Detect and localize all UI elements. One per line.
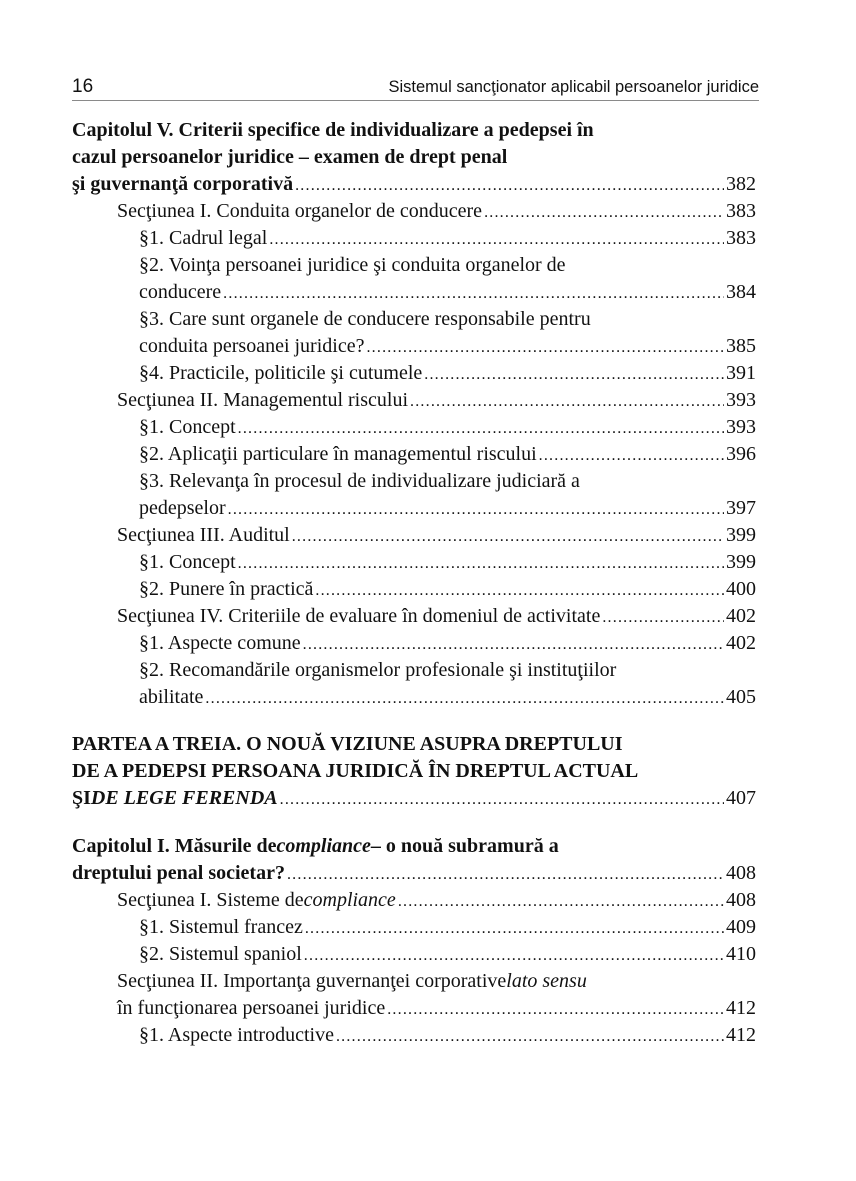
toc-part-3-line-3: ŞI DE LEGE FERENDA ..... 407: [72, 785, 756, 812]
toc-part-3-line-1: PARTEA A TREIA. O NOUĂ VIZIUNE ASUPRA DREPTULUI: [72, 733, 623, 755]
toc-paragraph: §1. Cadrul legal ..... 383: [72, 225, 756, 252]
toc-paragraph-line-2: conduita persoanei juridice? ..... 385: [72, 333, 756, 360]
page-ref: 408: [726, 862, 756, 884]
page-ref: 383: [726, 227, 756, 249]
page-ref: 391: [726, 362, 756, 384]
page-ref: 396: [726, 443, 756, 465]
page-ref: 385: [726, 335, 756, 357]
toc-section-2-governance-line-1: Secţiunea II. Importanţa guvernanţei corporative lato sensu: [117, 970, 587, 992]
toc-paragraph: §1. Aspecte comune ..... 402: [72, 630, 756, 657]
toc-paragraph-line-1: §2. Voinţa persoanei juridice şi conduita organelor de: [139, 254, 566, 276]
toc-paragraph: §1. Concept ..... 393: [72, 414, 756, 441]
page-ref: 408: [726, 889, 756, 911]
toc-paragraph-line-1: §3. Relevanţa în procesul de individualizare judiciară a: [139, 470, 580, 492]
toc-chapter-1-line-2: dreptului penal societar? ..... 408: [72, 860, 756, 887]
toc-chapter-5-line-2: cazul persoanelor juridice – examen de drept penal: [72, 146, 508, 168]
toc-section-1-compliance: Secţiunea I. Sisteme de compliance ..... 408: [72, 887, 756, 914]
toc-chapter-1-line-1: Capitolul I. Măsurile de compliance – o nouă subramură a: [72, 835, 559, 857]
page-ref: 412: [726, 1024, 756, 1046]
page-ref: 407: [726, 787, 756, 809]
toc-paragraph: §1. Concept ..... 399: [72, 549, 756, 576]
toc-paragraph-line-1: §2. Recomandările organismelor profesionale şi instituţiilor: [139, 659, 617, 681]
toc-section-4: Secţiunea IV. Criteriile de evaluare în domeniul de activitate ..... 402: [72, 603, 756, 630]
toc-section-3: Secţiunea III. Auditul ..... 399: [72, 522, 756, 549]
toc-chapter-5-line-3: şi guvernanţă corporativă ..... 382: [72, 171, 756, 198]
running-title: Sistemul sancţionator aplicabil persoanelor juridice: [388, 78, 759, 96]
page-ref: 383: [726, 200, 756, 222]
toc-paragraph: §2. Punere în practică ..... 400: [72, 576, 756, 603]
page-ref: 402: [726, 605, 756, 627]
page-ref: 400: [726, 578, 756, 600]
toc-paragraph-line-2: pedepselor ..... 397: [72, 495, 756, 522]
page-ref: 384: [726, 281, 756, 303]
toc-paragraph: §4. Practicile, politicile şi cutumele ..... 391: [72, 360, 756, 387]
toc-paragraph: §2. Sistemul spaniol ..... 410: [72, 941, 756, 968]
page-ref: 393: [726, 389, 756, 411]
toc-section-2-governance-line-2: în funcţionarea persoanei juridice ..... 412: [72, 995, 756, 1022]
page-ref: 409: [726, 916, 756, 938]
toc-section-2: Secţiunea II. Managementul riscului ..... 393: [72, 387, 756, 414]
toc-paragraph: §1. Sistemul francez ..... 409: [72, 914, 756, 941]
page-ref: 393: [726, 416, 756, 438]
toc-chapter-5-line-1: Capitolul V. Criterii specifice de individualizare a pedepsei în: [72, 119, 594, 141]
toc-part-3-line-2: DE A PEDEPSI PERSOANA JURIDICĂ ÎN DREPTUL ACTUAL: [72, 760, 639, 782]
page-ref: 397: [726, 497, 756, 519]
toc-paragraph: §2. Aplicaţii particulare în managementul riscului ..... 396: [72, 441, 756, 468]
toc-paragraph-line-1: §3. Care sunt organele de conducere responsabile pentru: [139, 308, 591, 330]
page-ref: 402: [726, 632, 756, 654]
page-ref: 412: [726, 997, 756, 1019]
page-ref: 405: [726, 686, 756, 708]
page-ref: 399: [726, 524, 756, 546]
toc-paragraph-line-2: abilitate ..... 405: [72, 684, 756, 711]
page-ref: 382: [726, 173, 756, 195]
table-of-contents: [72, 117, 756, 1049]
page-ref: 399: [726, 551, 756, 573]
toc-section-1: Secţiunea I. Conduita organelor de conducere ..... 383: [72, 198, 756, 225]
running-header: [72, 74, 759, 101]
toc-paragraph-line-2: conducere ..... 384: [72, 279, 756, 306]
toc-paragraph: §1. Aspecte introductive ..... 412: [72, 1022, 756, 1049]
page-number: 16: [72, 76, 94, 97]
page-ref: 410: [726, 943, 756, 965]
